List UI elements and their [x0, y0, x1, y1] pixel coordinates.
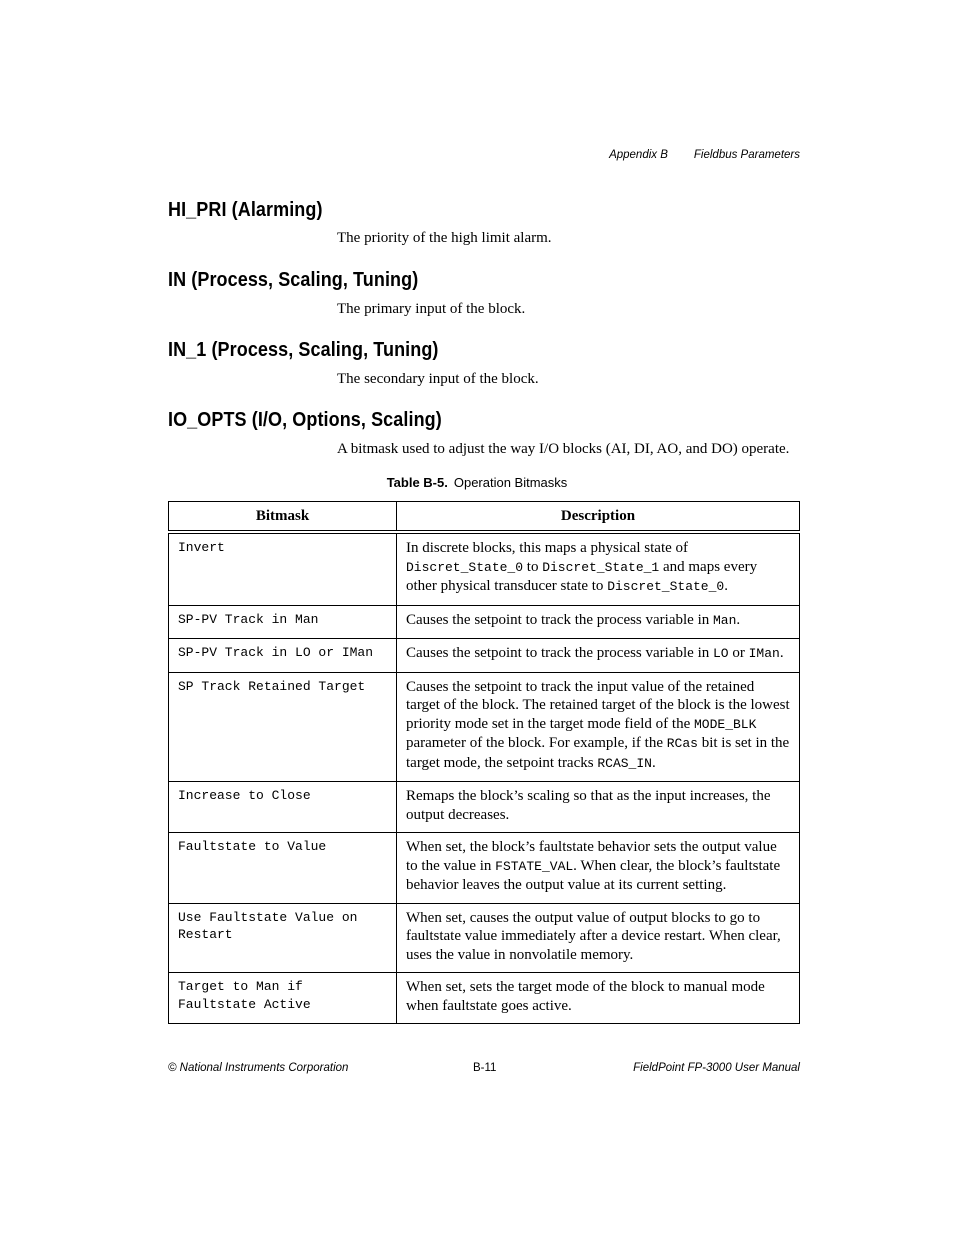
- bitmask-cell: [169, 639, 397, 673]
- footer-manual-title: FieldPoint FP-3000 User Manual: [633, 1062, 800, 1074]
- code-term: Discret_State_0: [406, 559, 524, 575]
- section-text-in-1: The secondary input of the block.: [337, 371, 539, 387]
- table-row: [169, 639, 800, 673]
- table-row: [169, 605, 800, 639]
- section-heading-io-opts: IO_OPTS (I/O, Options, Scaling): [168, 409, 442, 431]
- description-text: and maps every other physical transducer state to: [406, 558, 758, 594]
- section-heading-in: IN (Process, Scaling, Tuning): [168, 269, 419, 291]
- bitmask-name-line: Invert: [178, 540, 225, 555]
- description-text: to: [523, 558, 543, 575]
- description-text: .: [779, 645, 784, 661]
- page-number: B-11: [473, 1062, 497, 1074]
- description-text: or: [728, 645, 749, 661]
- table-body: [169, 532, 800, 1024]
- bitmask-cell: [169, 532, 397, 605]
- running-header: [609, 149, 800, 161]
- table-caption-label: Table B-5.: [386, 475, 448, 490]
- description-text: parameter of the block. For example, if the: [406, 735, 667, 751]
- table-row: [169, 532, 800, 605]
- description-cell: [397, 903, 800, 973]
- code-term: FSTATE_VAL: [495, 858, 574, 874]
- bitmask-cell: [169, 903, 397, 973]
- bitmask-cell: [169, 833, 397, 904]
- section-heading-in-1: IN_1 (Process, Scaling, Tuning): [168, 339, 439, 361]
- description-text: Causes the setpoint to track the input value of the retained target of the block. The retained target of the block is the lowest priority mode set in the target mode field of the: [406, 678, 790, 732]
- description-text: .: [724, 578, 728, 594]
- description-text: When set, the block’s faultstate behavior sets the output value to the value in: [406, 839, 777, 874]
- code-term: IMan: [748, 646, 780, 661]
- table-row: [169, 782, 800, 833]
- bitmask-name-line: Use Faultstate Value on: [178, 909, 358, 925]
- footer-copyright: © National Instruments Corporation: [168, 1062, 349, 1074]
- bitmask-cell: [169, 973, 397, 1024]
- description-text: Remaps the block’s scaling so that as the input increases, the output decreases.: [406, 788, 771, 823]
- header-section: Appendix B: [609, 149, 668, 161]
- description-cell: [397, 672, 800, 782]
- code-term: Man: [713, 612, 737, 628]
- table-caption-title: Operation Bitmasks: [453, 475, 568, 490]
- section-heading-hi-pri: HI_PRI (Alarming): [168, 199, 323, 221]
- column-header-description: Description: [397, 502, 800, 533]
- description-cell: [397, 532, 800, 605]
- bitmask-name-line: Increase to Close: [178, 788, 311, 803]
- description-text: Causes the setpoint to track the process variable in: [406, 611, 713, 628]
- bitmask-cell: [169, 605, 397, 639]
- table-row: [169, 833, 800, 904]
- code-term: RCas: [666, 736, 698, 751]
- code-term: RCAS_IN: [597, 755, 652, 771]
- bitmask-name-line: SP-PV Track in LO or IMan: [178, 645, 374, 660]
- operation-bitmasks-table: [168, 501, 800, 1024]
- description-text: When set, causes the output value of output blocks to go to faultstate value immediately after a device restart. When clear, uses the value in nonvolatile memory.: [406, 909, 781, 963]
- description-text: .: [651, 754, 656, 771]
- table-caption: [0, 475, 954, 490]
- bitmask-cell: [169, 782, 397, 833]
- description-text: . When clear, the block’s faultstate behavior leaves the output value at its current setting.: [406, 857, 781, 893]
- section-text-io-opts: A bitmask used to adjust the way I/O blocks (AI, DI, AO, and DO) operate.: [337, 441, 790, 457]
- table-row: [169, 903, 800, 973]
- bitmask-cell: [169, 672, 397, 782]
- description-cell: [397, 605, 800, 639]
- description-text: bit is set in the target mode, the setpoint tracks: [406, 735, 790, 771]
- description-text: In discrete blocks, this maps a physical state of: [406, 540, 689, 556]
- description-cell: [397, 782, 800, 833]
- code-term: Discret_State_0: [607, 579, 725, 594]
- bitmask-name-line: Faultstate to Value: [178, 839, 327, 854]
- column-header-bitmask: Bitmask: [169, 502, 397, 533]
- section-text-in: The primary input of the block.: [337, 301, 526, 317]
- description-cell: [397, 639, 800, 673]
- code-term: LO: [713, 646, 729, 661]
- bitmask-name-line: Target to Man if: [178, 979, 303, 994]
- description-cell: [397, 833, 800, 904]
- table-header-row: [169, 502, 800, 533]
- description-text: Causes the setpoint to track the process variable in: [406, 645, 713, 661]
- bitmask-name-line: SP-PV Track in Man: [178, 611, 319, 627]
- description-text: .: [736, 611, 741, 628]
- description-cell: [397, 973, 800, 1024]
- bitmask-name-line: Faultstate Active: [178, 996, 311, 1012]
- table-row: [169, 672, 800, 782]
- code-term: Discret_State_1: [542, 559, 660, 575]
- section-text-hi-pri: The priority of the high limit alarm.: [337, 230, 552, 246]
- header-chapter: Fieldbus Parameters: [693, 149, 800, 161]
- bitmask-name-line: SP Track Retained Target: [178, 678, 366, 694]
- code-term: MODE_BLK: [693, 716, 757, 732]
- bitmask-name-line: Restart: [178, 927, 233, 942]
- description-text: When set, sets the target mode of the block to manual mode when faultstate goes active.: [406, 979, 765, 1014]
- table-row: [169, 973, 800, 1024]
